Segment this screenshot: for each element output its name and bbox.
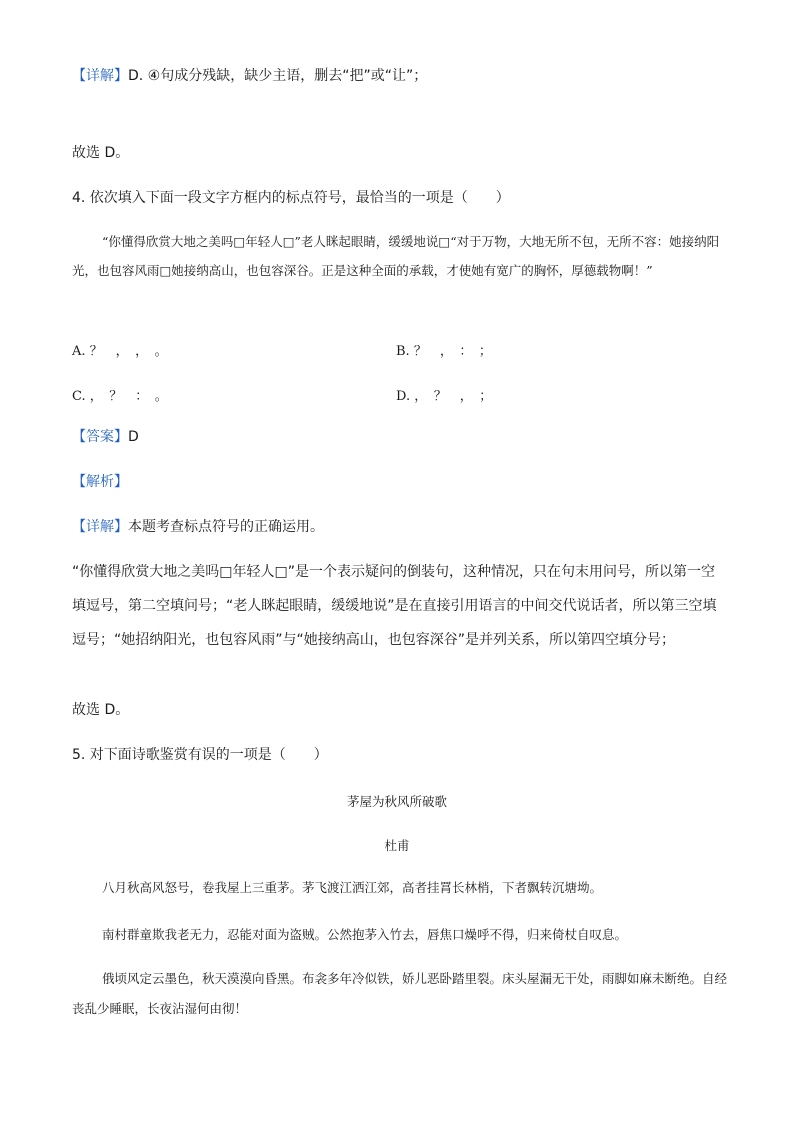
- detail-tag: 【详解】: [72, 68, 128, 84]
- answer-tag: 【答案】: [72, 429, 128, 445]
- q4-option-c: C. ， ？ ： 。: [72, 389, 168, 404]
- q4-explanation: “你懂得欣赏大地之美吗□年轻人□”是一个表示疑问的倒装句，这种情况，只在句末用问号，所以第一空填逗号，第二空填问号；“老人眯起眼睛，缓缓地说”是在直接引用语言的中间交代说话者，所以第三空填逗号；“她招纳阳光，也包容风雨”与“她接纳高山，也包容深谷”是并列关系，所以第四空填分号；: [72, 564, 717, 648]
- q4-detail-intro: 本题考查标点符号的正确运用。: [128, 519, 324, 535]
- q4-option-d: D. ， ？ ， ；: [396, 389, 493, 404]
- q4-conclusion: 故选 D。: [72, 702, 130, 718]
- q4-answer-line: [72, 427, 139, 447]
- poem-stanza-1: 八月秋高风怒号，卷我屋上三重茅。茅飞渡江洒江郊，高者挂罥长林梢，下者飘转沉塘坳。: [102, 880, 603, 895]
- poem-author: 杜甫: [384, 838, 410, 853]
- q4-detail-line: [72, 517, 324, 537]
- q5-stem: 5. 对下面诗歌鉴赏有误的一项是（ ）: [72, 747, 328, 763]
- q4-option-a: A. ？ ， ， 。: [72, 344, 168, 359]
- q3-detail-text: D. ④句成分残缺，缺少主语，删去“把”或“让”；: [128, 68, 428, 84]
- q4-analysis-tag: [72, 472, 128, 492]
- poem-title: 茅屋为秋风所破歌: [346, 794, 447, 809]
- analysis-tag: 【解析】: [72, 474, 128, 490]
- q4-option-b: B. ？ ， ： ；: [396, 344, 492, 359]
- q3-conclusion: 故选 D。: [72, 145, 130, 161]
- q4-passage: “你懂得欣赏大地之美吗□年轻人□”老人眯起眼睛，缓缓地说□“对于万物，大地无所不包，无所不容：她接纳阳光，也包容风雨□她接纳高山，也包容深谷。正是这种全面的承载，才使她有宽广的胸怀，厚德载物啊！”: [72, 234, 720, 278]
- detail-tag: 【详解】: [72, 519, 128, 535]
- q4-answer: D: [128, 429, 139, 445]
- poem-stanza-2: 南村群童欺我老无力，忍能对面为盗贼。公然抱茅入竹去，唇焦口燥呼不得，归来倚杖自叹息。: [102, 927, 628, 942]
- q4-stem: 4. 依次填入下面一段文字方框内的标点符号，最恰当的一项是（ ）: [72, 190, 510, 206]
- q3-detail-line: [72, 66, 427, 86]
- poem-stanza-3: 俄顷风定云墨色，秋天漠漠向昏黑。布衾多年冷似铁，娇儿恶卧踏里裂。床头屋漏无干处，雨脚如麻未断绝。自经丧乱少睡眠，长夜沾湿何由彻！: [72, 971, 728, 1016]
